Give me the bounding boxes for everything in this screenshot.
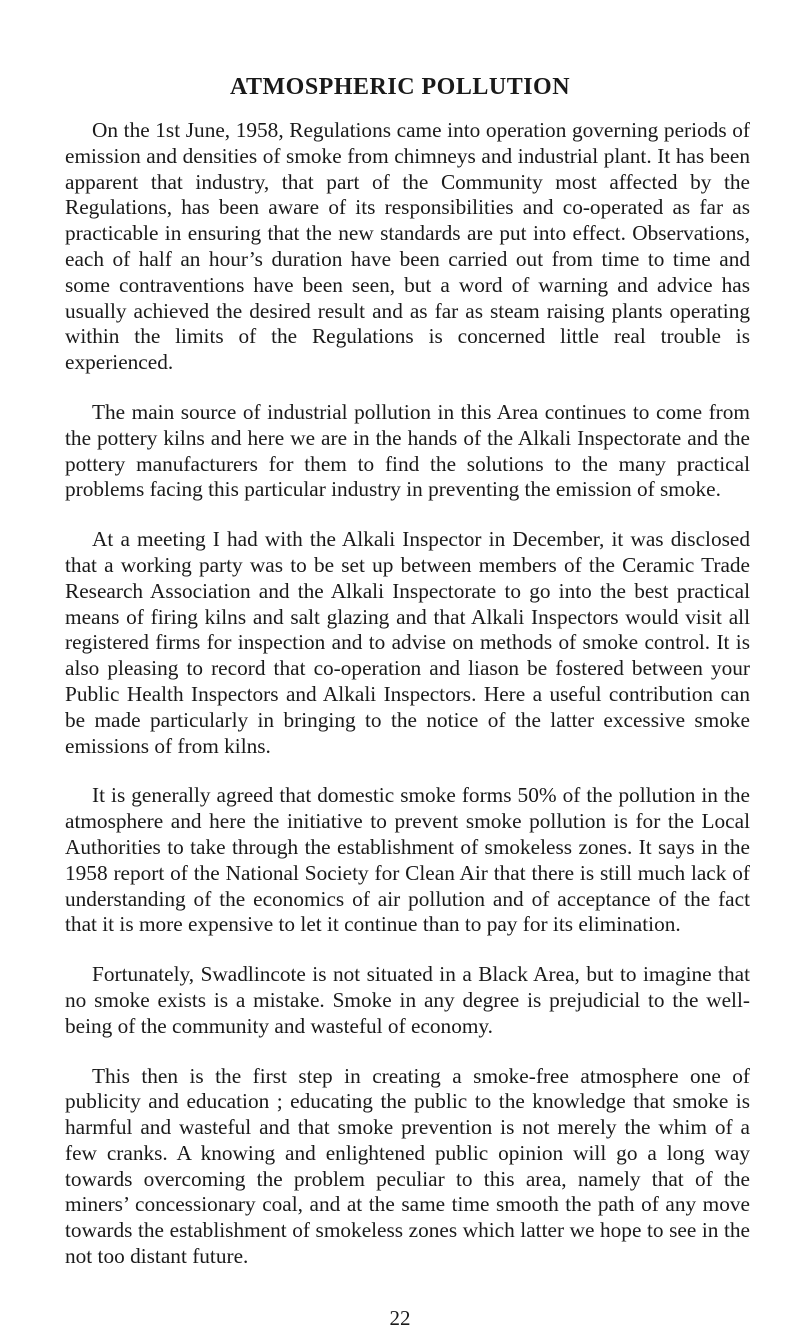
- paragraph-publicity-education: This then is the first step in creating a smoke-free atmosphere one of publicity and education ; educating the public to the knowledge that smoke is harmful and wasteful and that smoke prevention is not merely the whim of a few cranks. A knowing and enlightened public opinion will go a long way towards overcoming the problem peculiar to this area, namely that of the miners’ concessionary coal, and at the same time smooth the path of any move towards the establishment of smokeless zones which latter we hope to see in the not too distant future.: [65, 1063, 750, 1269]
- body-text: [65, 118, 750, 1294]
- paragraph-alkali-inspector-meeting: At a meeting I had with the Alkali Inspector in December, it was disclosed that a working party was to be set up between members of the Ceramic Trade Research Association and the Alkali Inspectorate to go into the best practical means of firing kilns and salt glazing and that Alkali Inspectors would visit all registered firms for inspection and to advise on methods of smoke control. It is also pleasing to record that co-operation and liason be fostered between your Public Health Inspectors and Alkali Inspectors. Here a useful contribution can be made particularly in bringing to the notice of the latter excessive smoke emissions of from kilns.: [65, 527, 750, 758]
- paragraph-industrial-pollution: The main source of industrial pollution in this Area continues to come from the pottery kilns and here we are in the hands of the Alkali Inspectorate and the pottery manufacturers for them to find the solutions to the many practical problems facing this particular industry in preventing the emission of smoke.: [65, 399, 750, 502]
- page-number: 22: [389, 1306, 411, 1330]
- paragraph-swadlincote: Fortunately, Swadlincote is not situated in a Black Area, but to imagine that no smoke exists is a mistake. Smoke in any degree is prejudicial to the well-being of the community and wasteful of economy.: [65, 962, 750, 1038]
- page-title: ATMOSPHERIC POLLUTION: [229, 74, 571, 100]
- paragraph-regulations: On the 1st June, 1958, Regulations came into operation governing periods of emission and densities of smoke from chimneys and industrial plant. It has been apparent that industry, that part of the Community most affected by the Regulations, has been aware of its responsibilities and co-operated as far as practicable in ensuring that the new standards are put into effect. Observations, each of half an hour’s duration have been carried out from time to time and some contraventions have been seen, but a word of warning and advice has usually achieved the desired result and as far as steam raising plants operating within the limits of the Regulations is concerned little real trouble is experienced.: [65, 118, 750, 375]
- paragraph-domestic-smoke: It is generally agreed that domestic smoke forms 50% of the pollution in the atmosphere and here the initiative to prevent smoke pollution is for the Local Authorities to take through the establishment of smokeless zones. It says in the 1958 report of the National Society for Clean Air that there is still much lack of understanding of the economics of air pollution and of acceptance of the fact that it is more expensive to let it continue than to pay for its elimination.: [65, 783, 750, 937]
